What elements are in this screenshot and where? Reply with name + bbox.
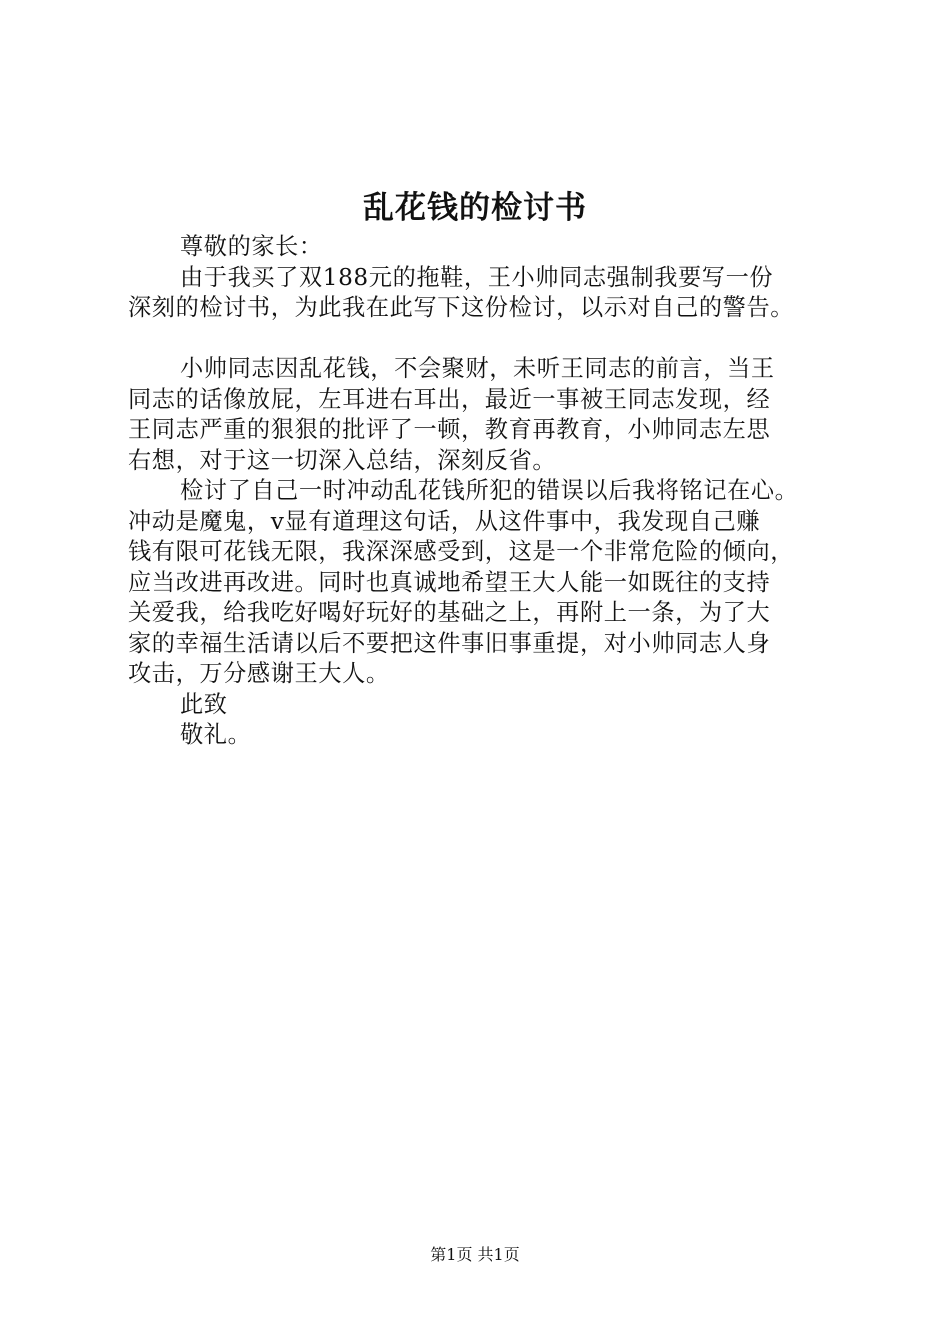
paragraph-line: 由于我买了双188元的拖鞋，王小帅同志强制我要写一份 [180,263,774,291]
salutation: 尊敬的家长： [180,233,323,260]
paragraph-line: 钱有限可花钱无限，我深深感受到，这是一个非常危险的倾向， [128,538,795,565]
document-body [128,232,852,751]
paragraph-line: 应当改进再改进。同时也真诚地希望王大人能一如既往的支持 [128,568,771,596]
closing-cizhi: 此致 [180,690,228,718]
paragraph-line: 王同志严重的狠狠的批评了一顿，教育再教育，小帅同志左思 [128,416,771,443]
paragraph-line: 冲动是魔鬼，v显有道理这句话，从这件事中，我发现自己赚 [128,507,761,535]
paragraph-line: 深刻的检讨书，为此我在此写下这份检讨，以示对自己的警告。 [128,294,795,321]
paragraph-line: 检讨了自己一时冲动乱花钱所犯的错误以后我将铭记在心。 [180,477,799,504]
page-footer: 第1页 共1页 [430,1245,520,1264]
paragraph-1 [128,263,852,324]
paragraph-line: 同志的话像放屁，左耳进右耳出，最近一事被王同志发现，经 [128,385,771,413]
paragraph-2 [128,354,852,476]
paragraph-line: 家的幸福生活请以后不要把这件事旧事重提，对小帅同志人身 [128,629,771,657]
paragraph-3 [128,476,852,690]
paragraph-line: 小帅同志因乱花钱，不会聚财，未听王同志的前言，当王 [180,355,775,382]
document-title: 乱花钱的检讨书 [363,190,587,226]
blank-line [128,324,852,355]
paragraph-line: 攻击，万分感谢王大人。 [128,660,390,687]
paragraph-line: 右想，对于这一切深入总结，深刻反省。 [128,446,557,474]
closing-jingli: 敬礼。 [180,721,252,748]
paragraph-line: 关爱我，给我吃好喝好玩好的基础之上，再附上一条，为了大 [128,599,771,626]
